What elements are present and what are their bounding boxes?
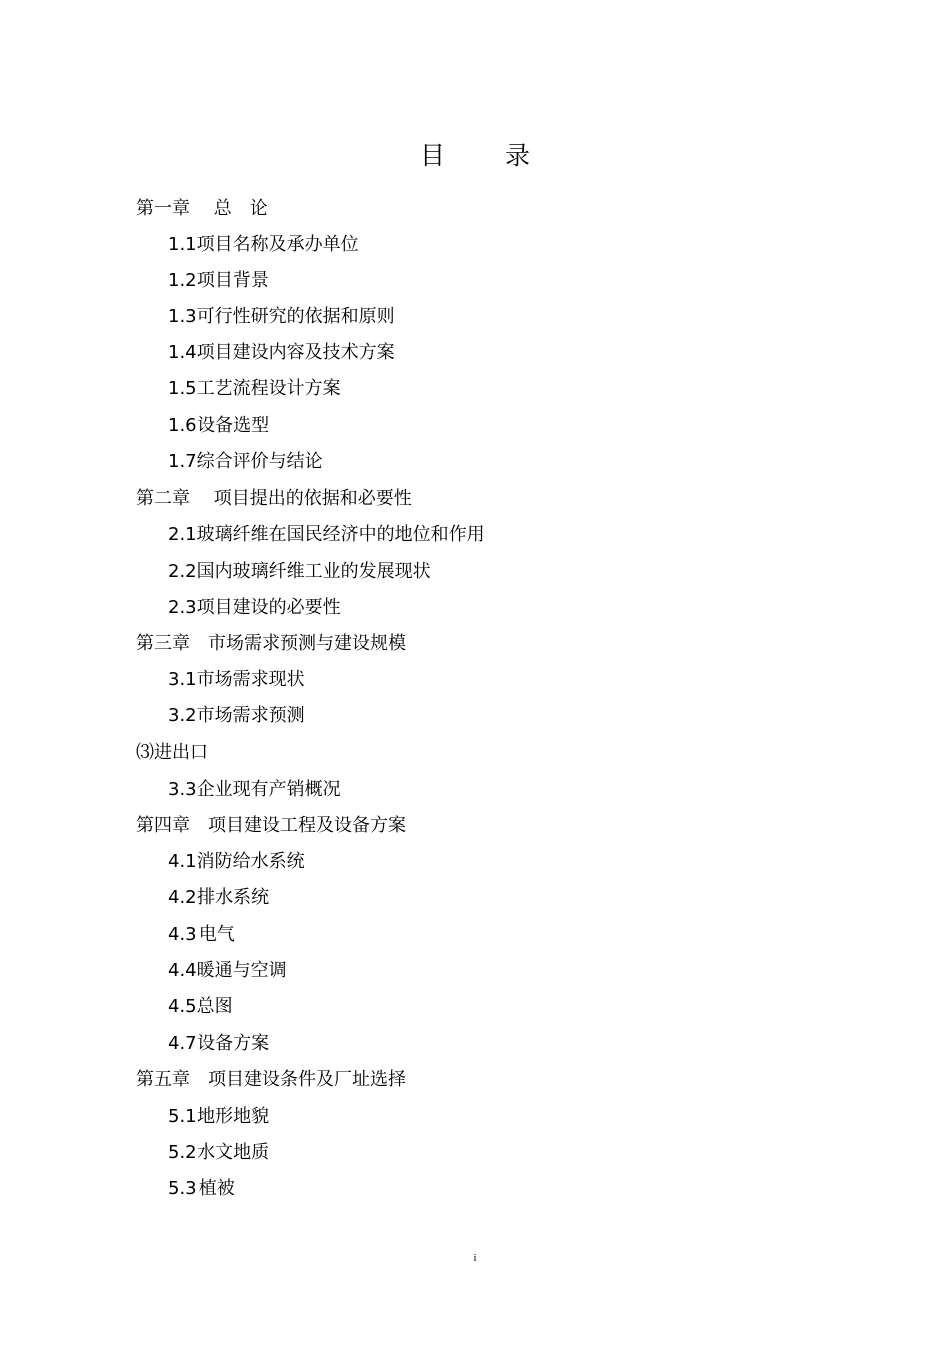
entry-number: 4.1 [168, 851, 197, 872]
entry-label: 排水系统 [197, 887, 270, 908]
page-number: i [473, 1252, 477, 1264]
entry-number: 2.1 [168, 524, 197, 545]
entry-label: 电气 [198, 924, 235, 945]
entry-number: 4.2 [168, 887, 197, 908]
entry-label: 可行性研究的依据和原则 [196, 306, 395, 327]
entry-label: 综合评价与结论 [196, 451, 323, 472]
entry-label: 第四章 项目建设工程及设备方案 [136, 815, 406, 836]
entry-label: 项目背景 [196, 270, 269, 291]
entry-number: 5.3 [168, 1178, 197, 1199]
entry-label: 工艺流程设计方案 [196, 378, 341, 399]
entry-number: 4.7 [168, 1033, 197, 1054]
entry-label: 暖通与空调 [196, 960, 287, 981]
entry-label: 项目建设内容及技术方案 [196, 342, 395, 363]
entry-label: 市场需求现状 [196, 669, 305, 690]
entry-label: 玻璃纤维在国民经济中的地位和作用 [196, 524, 485, 545]
entry-number: 1.4 [168, 342, 197, 363]
entry-number: 5.1 [168, 1106, 197, 1127]
entry-label: 第三章 市场需求预测与建设规模 [136, 633, 406, 654]
entry-label: 项目名称及承办单位 [196, 234, 359, 255]
entry-number: 4.3 [168, 924, 197, 945]
entry-number: 3.3 [168, 779, 197, 800]
entry-page [247, 0, 886, 1200]
entry-label: 市场需求预测 [196, 705, 305, 726]
entry-label: 第五章 项目建设条件及厂址选择 [136, 1069, 406, 1090]
entry-label: 总图 [196, 996, 233, 1017]
entry-label: 消防给水系统 [196, 851, 305, 872]
entry-number: 2.3 [168, 597, 197, 618]
toc-entry[interactable] [168, 1172, 886, 1200]
entry-number: 4.4 [168, 960, 197, 981]
entry-number: 1.6 [168, 415, 197, 436]
entry-label: 项目建设的必要性 [196, 597, 341, 618]
entry-number: 3.2 [168, 705, 197, 726]
toc-title: 目 录 [420, 141, 556, 170]
entry-number: 1.1 [168, 234, 197, 255]
entry-number: 1.5 [168, 378, 197, 399]
entry-number: 1.3 [168, 306, 197, 327]
entry-label: 企业现有产销概况 [196, 779, 341, 800]
entry-label: 植被 [198, 1178, 235, 1199]
entry-number: 1.7 [168, 451, 197, 472]
entry-label: 第一章 总 论 [136, 198, 268, 219]
entry-label: 设备选型 [197, 415, 270, 436]
entry-label: 国内玻璃纤维工业的发展现状 [196, 561, 431, 582]
entry-number: 4.5 [168, 996, 197, 1017]
entry-label: 设备方案 [197, 1033, 270, 1054]
entry-label: 地形地貌 [197, 1106, 270, 1127]
entry-number: 5.2 [168, 1142, 197, 1163]
entry-number: 3.1 [168, 669, 197, 690]
entry-number: 1.2 [168, 270, 197, 291]
entry-label: 水文地质 [197, 1142, 270, 1163]
entry-label: 第二章 项目提出的依据和必要性 [136, 488, 412, 509]
entry-number: 2.2 [168, 561, 197, 582]
entry-label: ⑶进出口 [136, 742, 208, 763]
